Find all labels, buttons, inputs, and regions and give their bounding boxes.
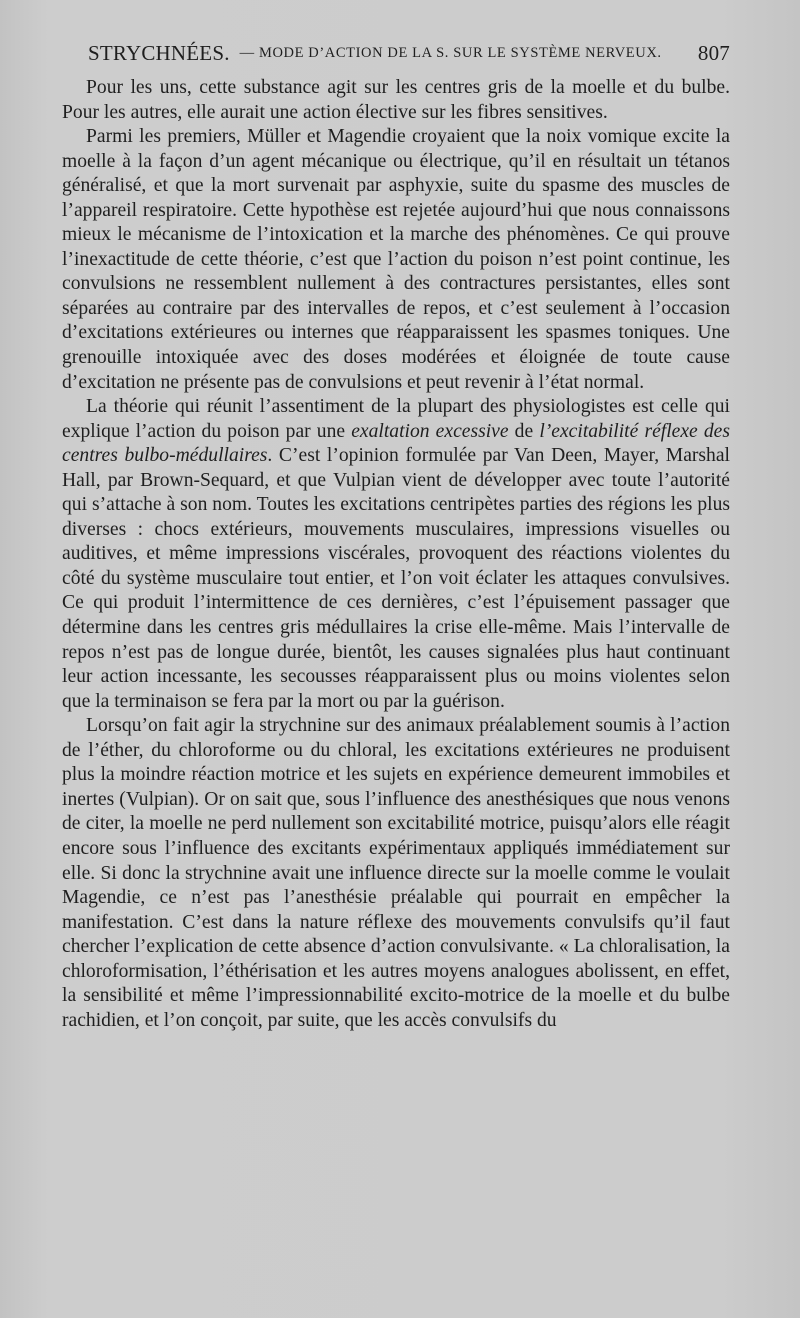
paragraph bbox=[62, 714, 730, 1033]
paragraph-text: Parmi les premiers, Müller et Magendie croyaient que la noix vomique excite la moelle à la façon d’un agent mécanique ou électrique, qu’il en résultait un tétanos généralisé, et que la mort survenait par asphyxie, suite du spasme des muscles de l’appareil respiratoire. Cette hypothèse est rejetée aujourd’hui que nous connaissons mieux le mécanisme de l’intoxication et la marche des phénomènes. Ce qui prouve l’inexactitude de cette théorie, c’est que l’action du poison n’est point continue, les convulsions ne ressemblent nullement à des contractures persistantes, elles sont séparées au contraire par des intervalles de repos, et c’est seulement à l’occasion d’excitations extérieures ou internes que réapparaissent les spasmes toniques. Une grenouille intoxiquée avec des doses modérées et éloignée de toute cause d’excitation ne présente pas de convulsions et peut revenir à l’état normal. bbox=[62, 126, 730, 393]
paragraph-text: Pour les uns, cette substance agit sur les centres gris de la moelle et du bulbe. Pour les autres, elle aurait une action élective sur les fibres sensitives. bbox=[62, 77, 730, 123]
page-number: 807 bbox=[697, 41, 730, 65]
running-head bbox=[88, 38, 730, 68]
paragraph bbox=[62, 395, 730, 714]
italic-phrase: l’excitabilité réflexe des centres bulbo-médullaires bbox=[62, 420, 730, 467]
paragraph-text: Lorsqu’on fait agir la strychnine sur des animaux préalablement soumis à l’action de l’éther, du chloroforme ou du chloral, les excitations extérieures ne produisent plus la moindre réaction motrice et les sujets en expérience demeurent immobiles et inertes (Vulpian). Or on sait que, sous l’influence des anesthésiques que nous venons de citer, la moelle ne perd nullement son excitabilité motrice, puisqu’alors elle réagit encore sous l’influence des excitants expérimentaux appliqués immédiatement sur elle. Si donc la strychnine avait une influence directe sur la moelle comme le voulait Magendie, ce n’est pas l’anesthésie préalable qui pourrait en empêcher la manifestation. C’est dans la nature réflexe des mouvements convulsifs qu’il faut chercher l’explication de cette absence d’action convulsivante. « La chloralisation, la chloroformisation, l’éthérisation et les autres moyens analogues abolissent, en effet, la sensibilité et même l’impressionnabilité excito-motrice de la moelle et du bulbe rachidien, et l’on conçoit, par suite, que les accès convulsifs du bbox=[62, 715, 730, 1031]
running-subtitle: — MODE D’ACTION DE LA S. SUR LE SYSTÈME NERVEUX. bbox=[239, 45, 662, 61]
paragraph-text: de bbox=[508, 420, 540, 442]
paragraph bbox=[62, 125, 730, 395]
paragraph bbox=[62, 76, 730, 125]
paragraph-text: La théorie qui réunit l’assentiment de la plupart des physiologistes est celle qui explique l’action du poison par une bbox=[62, 396, 730, 442]
running-title: STRYCHNÉES. bbox=[88, 41, 230, 65]
italic-phrase: exaltation excessive bbox=[351, 420, 509, 442]
paragraph-text: . C’est l’opinion formulée par Van Deen, Mayer, Marshal Hall, par Brown-Sequard, et que Vulpian vient de développer avec toute l’autorité qui s’attache à son nom. Toutes les excitations centripètes parties des régions les plus diverses : chocs extérieurs, mouvements musculaires, impressions visuelles ou auditives, et même impressions viscérales, provoquent des réactions violentes du côté du système musculaire tout entier, et l’on voit éclater les attaques convulsives. Ce qui produit l’intermittence de ces dernières, c’est l’épuisement passager que détermine dans les centres gris médullaires la crise elle-même. Mais l’intervalle de repos n’est pas de longue durée, bientôt, les causes signalées plus haut continuant leur action incessante, les secousses réapparaissent plus ou moins violentes selon que la terminaison se fera par la mort ou par la guérison. bbox=[62, 445, 730, 712]
body-text bbox=[62, 76, 730, 1033]
